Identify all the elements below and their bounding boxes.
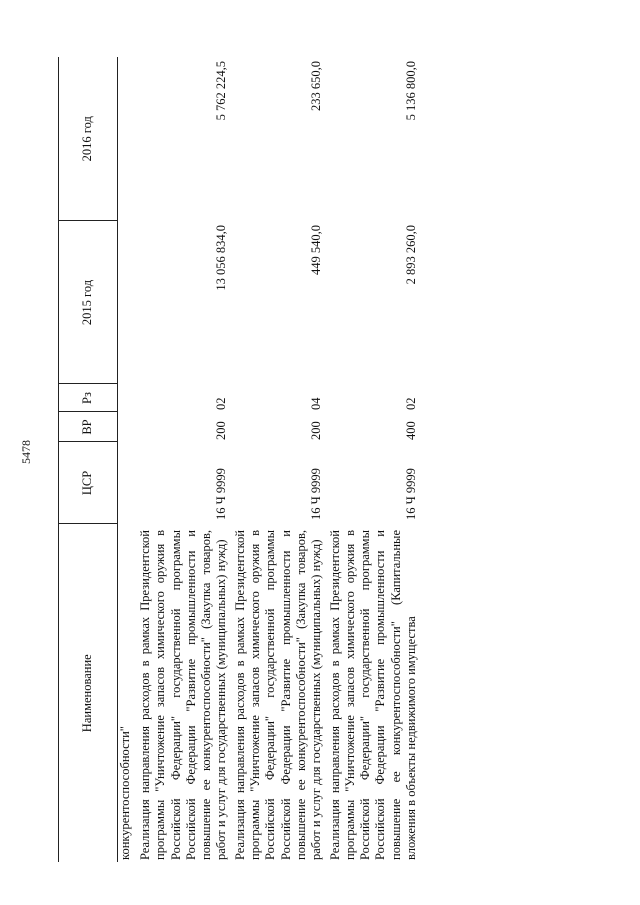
row-vr: 200 [214, 421, 229, 440]
continuation-text: конкурентоспособности" [118, 726, 132, 860]
page-number: 5478 [19, 440, 33, 464]
row-csr: 16 Ч 9999 [404, 468, 419, 520]
rotated-page-content [58, 57, 628, 862]
continuation-row [118, 57, 136, 862]
header-rz: Рз [59, 384, 118, 412]
row-rz: 02 [214, 397, 229, 410]
row-rz: 04 [309, 397, 324, 410]
table-row [325, 57, 420, 862]
row-2016: 233 650,0 [309, 61, 324, 111]
row-2015: 449 540,0 [309, 225, 324, 275]
row-name: Реализация направления расходов в рамках Президентской программы "Уничтожение запасов химического оружия в Российской Федерации" государственной программы Российской Федерации "Развитие промышленности и повышение ее конкурентоспособности" (Закупка товаров, работ и услуг для государственных (муниципальных) нужд) [232, 530, 324, 860]
row-csr: 16 Ч 9999 [309, 468, 324, 520]
header-2016: 2016 год [59, 57, 118, 221]
header-csr: ЦСР [59, 442, 118, 524]
header-name: Наименование [59, 524, 118, 862]
table-row [135, 57, 230, 862]
header-vr: ВР [59, 412, 118, 442]
row-2016: 5 762 224,5 [214, 61, 229, 121]
row-2015: 2 893 260,0 [404, 225, 419, 285]
table-row [230, 57, 325, 862]
row-csr: 16 Ч 9999 [214, 468, 229, 520]
budget-table [58, 57, 419, 862]
table-header-row [59, 57, 118, 862]
row-vr: 200 [309, 421, 324, 440]
row-2015: 13 056 834,0 [214, 225, 229, 291]
row-rz: 02 [404, 397, 419, 410]
row-name: Реализация направления расходов в рамках Президентской программы "Уничтожение запасов химического оружия в Российской Федерации" государственной программы Российской Федерации "Развитие промышленности и повышение ее конкурентоспособности" (Закупка товаров, работ и услуг для государственных (муниципальных) нужд) [138, 530, 229, 860]
row-2016: 5 136 800,0 [404, 61, 419, 121]
row-vr: 400 [404, 421, 419, 440]
row-name: Реализация направления расходов в рамках Президентской программы "Уничтожение запасов химического оружия в Российской Федерации" государственной программы Российской Федерации "Развитие промышленности и повышение ее конкурентоспособности" (Капитальные вложения в объекты недвижимого имущества [327, 530, 419, 860]
header-2015: 2015 год [59, 221, 118, 384]
